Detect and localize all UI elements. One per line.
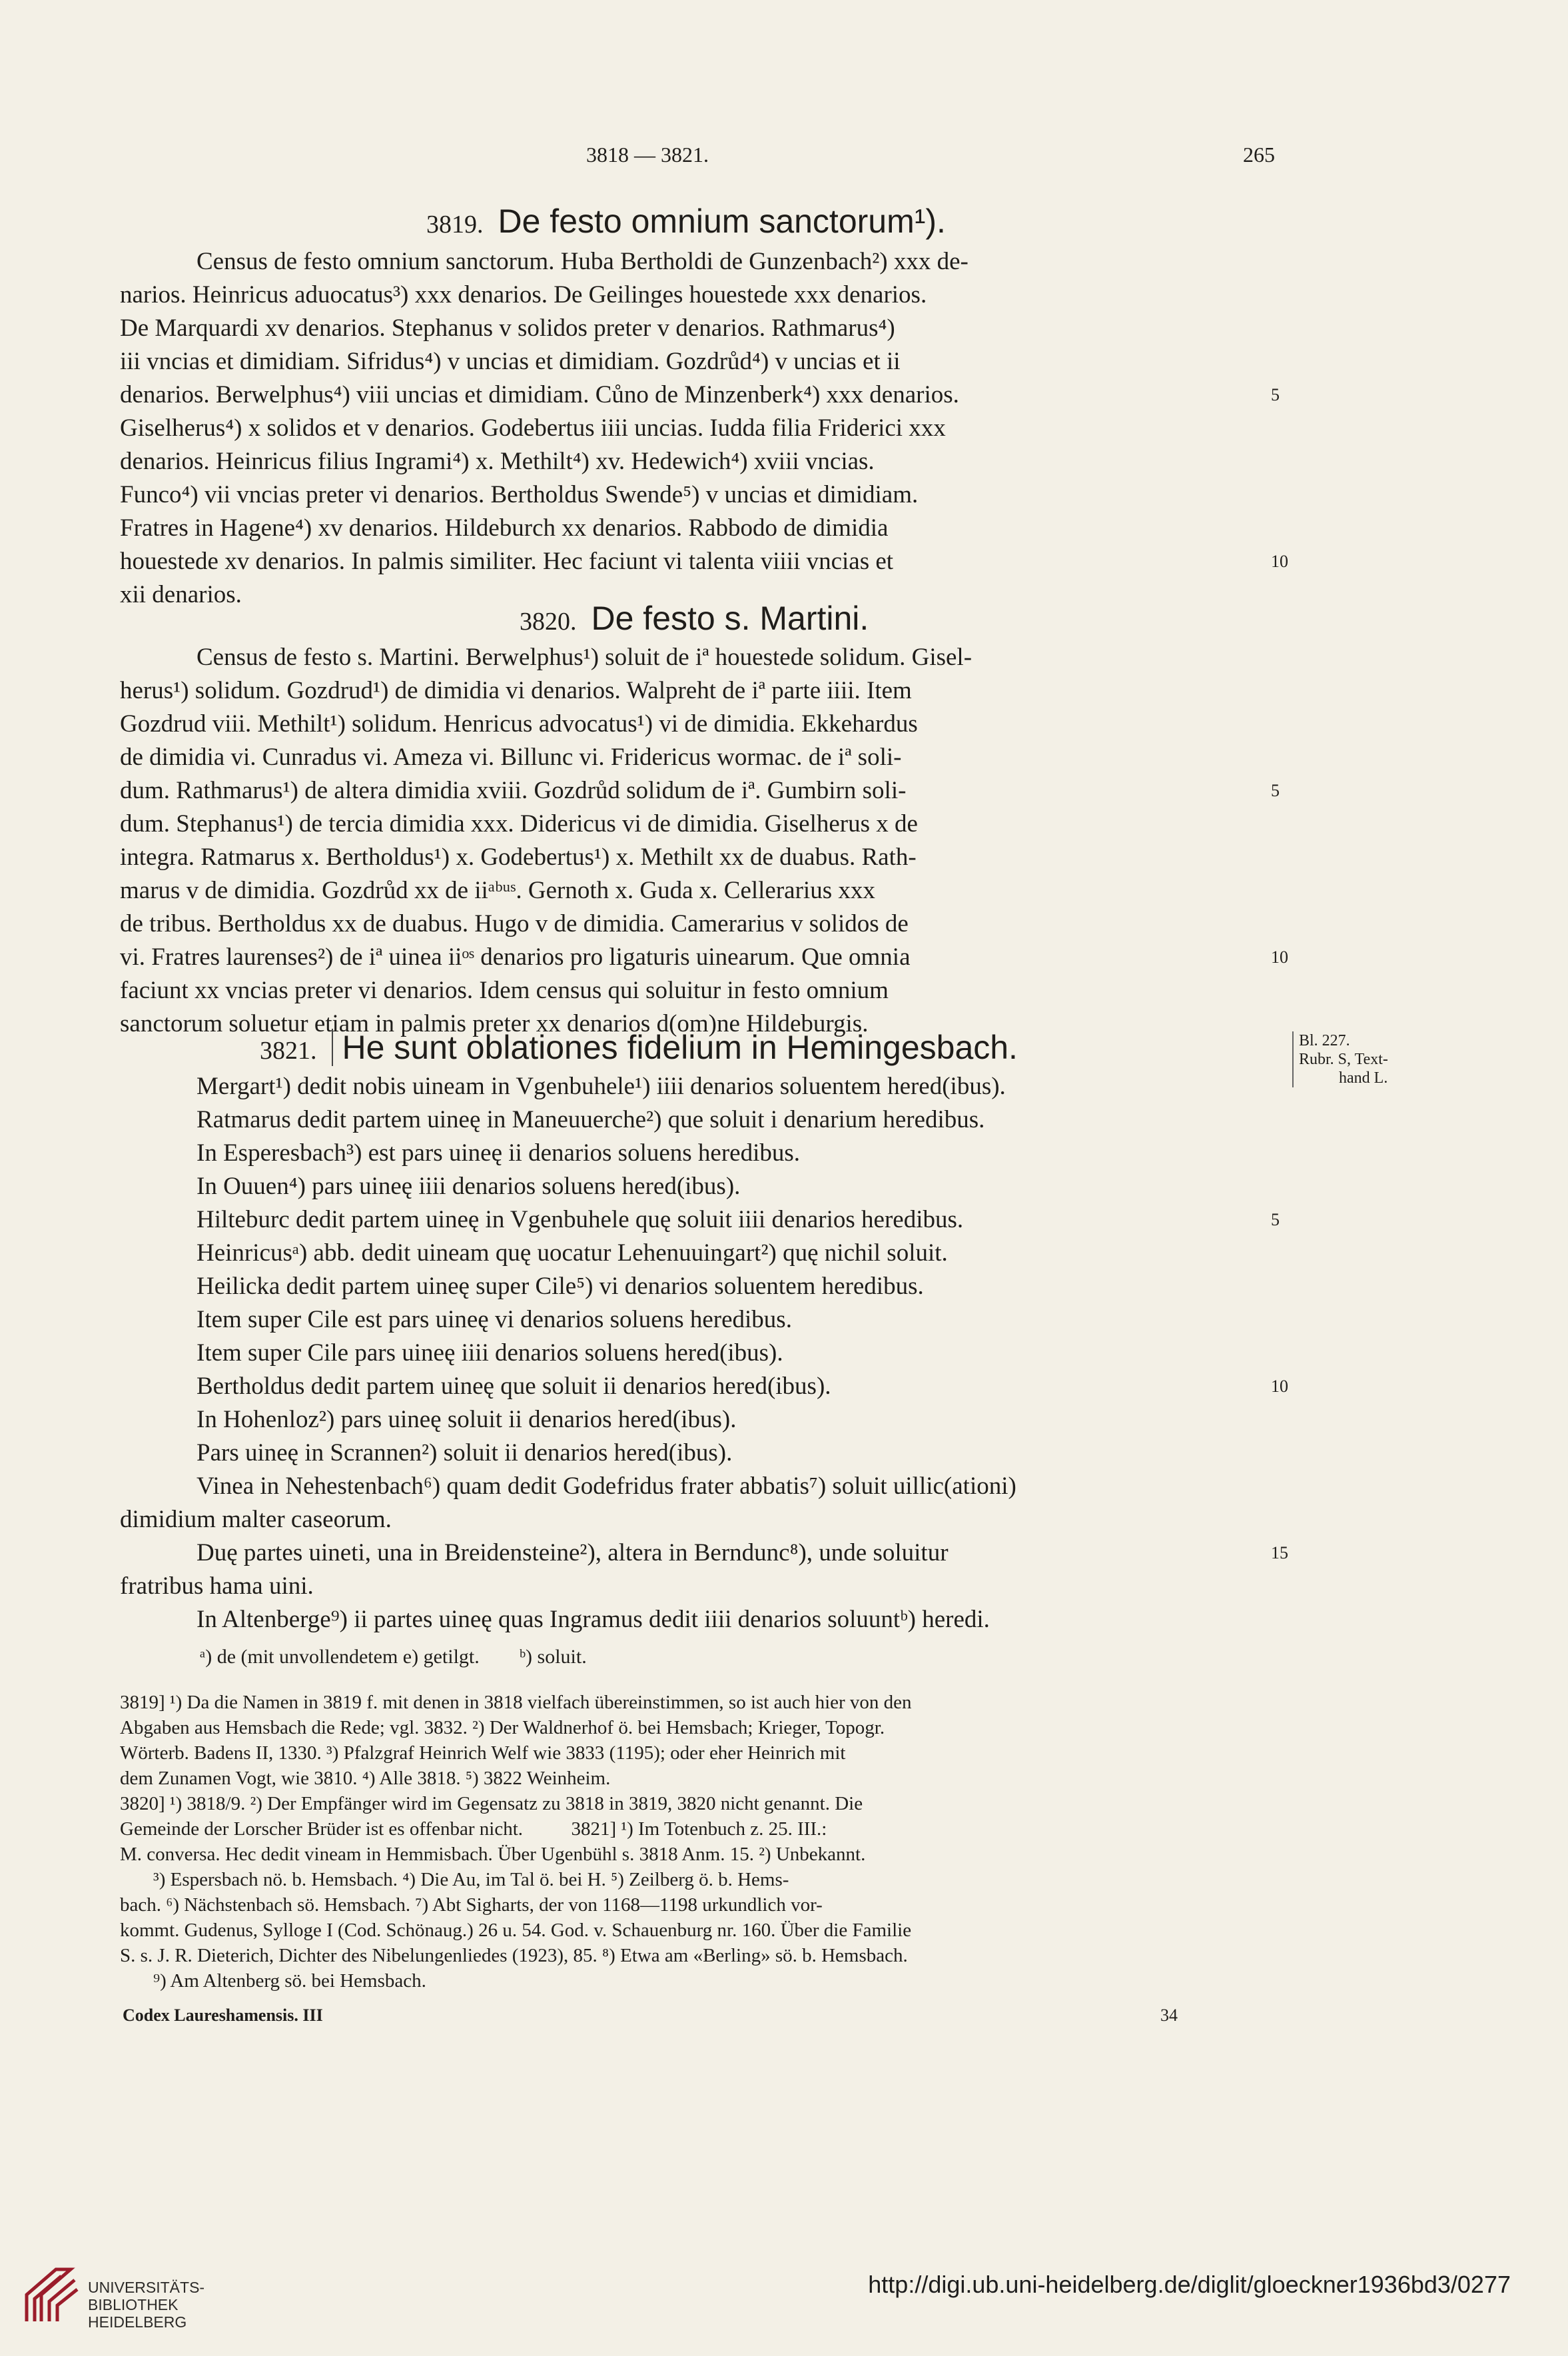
- line-number: 5: [1271, 385, 1280, 404]
- text-line: Bertholdus dedit partem uineę que soluit ii denarios hered(ibus).: [196, 1373, 831, 1400]
- footnote-line: dem Zunamen Vogt, wie 3810. ⁴) Alle 3818. ⁵) 3822 Weinheim.: [120, 1768, 611, 1789]
- text-line: Census de festo s. Martini. Berwelphus¹) soluit de iª houestede solidum. Gisel-: [196, 644, 973, 671]
- running-head-range: 3818 — 3821.: [586, 143, 709, 167]
- text-line: Mergart¹) dedit nobis uineam in Vgenbuhele¹) iiii denarios soluentem hered(ibus).: [196, 1073, 1006, 1100]
- text-line: Item super Cile pars uineę iiii denarios soluens hered(ibus).: [196, 1339, 783, 1367]
- text-line: In Hohenloz²) pars uineę soluit ii denarios hered(ibus).: [196, 1406, 737, 1433]
- footnote-line: S. s. J. R. Dieterich, Dichter des Nibelungenliedes (1923), 85. ⁸) Etwa am «Berling» sö. b. Hemsbach.: [120, 1945, 908, 1966]
- margin-note-line: Bl. 227.: [1299, 1032, 1350, 1049]
- heading-title: De festo s. Martini.: [591, 600, 869, 637]
- library-name-line: BIBLIOTHEK: [88, 2296, 179, 2313]
- footer-work-title: Codex Laureshamensis. III: [123, 2006, 323, 2025]
- text-line: marus v de dimidia. Gozdrůd xx de iiᵃᵇᵘˢ. Gernoth x. Guda x. Cellerarius xxx: [120, 877, 875, 904]
- footnote-line: Gemeinde der Lorscher Brüder ist es offenbar nicht. 3821] ¹) Im Totenbuch z. 25. III.:: [120, 1818, 827, 1840]
- heading-3820: [520, 597, 869, 643]
- line-number: 10: [1271, 552, 1288, 571]
- text-line: dum. Rathmarus¹) de altera dimidia xviii. Gozdrůd solidum de iª. Gumbirn soli-: [120, 777, 907, 804]
- text-line: xii denarios.: [120, 581, 242, 608]
- footnote-line: bach. ⁶) Nächstenbach sö. Hemsbach. ⁷) Abt Sigharts, der von 1168—1198 urkundlich vor-: [120, 1894, 823, 1916]
- text-line: In Ouuen⁴) pars uineę iiii denarios soluens hered(ibus).: [196, 1173, 741, 1200]
- library-name: [88, 2279, 204, 2331]
- text-line: Heinricusᵃ) abb. dedit uineam quę uocatur Lehenuuingart²) quę nichil soluit.: [196, 1239, 948, 1267]
- footer-signature: 34: [1160, 2006, 1178, 2025]
- text-line: Vinea in Nehestenbach⁶) quam dedit Godefridus frater abbatis⁷) soluit uillic(ationi): [196, 1472, 1016, 1500]
- text-line: iii vncias et dimidiam. Sifridus⁴) v uncias et dimidiam. Gozdrůd⁴) v uncias et ii: [120, 348, 901, 375]
- text-line: Census de festo omnium sanctorum. Huba Bertholdi de Gunzenbach²) xxx de-: [196, 248, 969, 275]
- library-name-line: UNIVERSITÄTS-: [88, 2279, 205, 2296]
- text-line: narios. Heinricus aduocatus³) xxx denarios. De Geilinges houestede xxx denarios.: [120, 281, 927, 308]
- text-line: Duę partes uineti, una in Breidensteine²), altera in Berndunc⁸), unde soluitur: [196, 1539, 949, 1566]
- heading-number: 3820.: [520, 608, 577, 636]
- heading-3819: [426, 200, 946, 246]
- text-line: Gozdrud viii. Methilt¹) solidum. Henricus advocatus¹) vi de dimidia. Ekkehardus: [120, 710, 918, 738]
- text-line: Giselherus⁴) x solidos et v denarios. Godebertus iiii uncias. Iudda filia Friderici xxx: [120, 414, 946, 442]
- text-line: dum. Stephanus¹) de tercia dimidia xxx. Didericus vi de dimidia. Giselherus x de: [120, 810, 918, 838]
- margin-note-line: Rubr. S, Text-: [1299, 1051, 1388, 1068]
- line-number: 5: [1271, 781, 1280, 800]
- margin-note: [1292, 1031, 1388, 1087]
- footnote-line: M. conversa. Hec dedit vineam in Hemmisbach. Über Ugenbühl s. 3818 Anm. 15. ²) Unbekannt.: [120, 1844, 866, 1865]
- line-number: 5: [1271, 1210, 1280, 1229]
- text-line: Fratres in Hagene⁴) xv denarios. Hildeburch xx denarios. Rabbodo de dimidia: [120, 514, 889, 542]
- heading-title: He sunt oblationes fidelium in Hemingesbach.: [332, 1029, 1018, 1066]
- text-line: vi. Fratres laurenses²) de iª uinea iiᵒˢ denarios pro ligaturis uinearum. Que omnia: [120, 943, 911, 971]
- text-line: Item super Cile est pars uineę vi denarios soluens heredibus.: [196, 1306, 792, 1333]
- footnote-line: ⁹) Am Altenberg sö. bei Hemsbach.: [153, 1970, 426, 1992]
- footnote-line: kommt. Gudenus, Sylloge I (Cod. Schönaug.) 26 u. 54. God. v. Schauenburg nr. 160. Über die Familie: [120, 1920, 912, 1941]
- footnote-line: ³) Espersbach nö. b. Hemsbach. ⁴) Die Au, im Tal ö. bei H. ⁵) Zeilberg ö. b. Hems-: [153, 1869, 789, 1890]
- text-line: de tribus. Bertholdus xx de duabus. Hugo v de dimidia. Camerarius v solidos de: [120, 910, 909, 937]
- text-line: Pars uineę in Scrannen²) soluit ii denarios hered(ibus).: [196, 1439, 733, 1467]
- apparatus-notes: ᵃ) de (mit unvollendetem e) getilgt. ᵇ) soluit.: [200, 1646, 587, 1668]
- text-line: denarios. Berwelphus⁴) viii uncias et dimidiam. Cůno de Minzenberk⁴) xxx denarios.: [120, 381, 959, 408]
- text-line: In Altenberge⁹) ii partes uineę quas Ingramus dedit iiii denarios soluuntᵇ) heredi.: [196, 1606, 990, 1633]
- text-line: Ratmarus dedit partem uineę in Maneuuerche²) que soluit i denarium heredibus.: [196, 1106, 985, 1133]
- text-line: Hilteburc dedit partem uineę in Vgenbuhele quę soluit iiii denarios heredibus.: [196, 1206, 964, 1233]
- footnote-line: 3819] ¹) Da die Namen in 3819 f. mit denen in 3818 vielfach übereinstimmen, so ist auch hier von den: [120, 1692, 912, 1713]
- footnote-line: Abgaben aus Hemsbach die Rede; vgl. 3832. ²) Der Waldnerhof ö. bei Hemsbach; Krieger, Topogr.: [120, 1717, 885, 1738]
- text-line: In Esperesbach³) est pars uineę ii denarios soluens heredibus.: [196, 1139, 801, 1167]
- footnote-line: Wörterb. Badens II, 1330. ³) Pfalzgraf Heinrich Welf wie 3833 (1195); oder eher Heinrich mit: [120, 1742, 846, 1764]
- heading-3821: [260, 1026, 1018, 1072]
- text-line: sanctorum soluetur etiam in palmis preter xx denarios d(om)ne Hildeburgis.: [120, 1010, 869, 1037]
- line-number: 10: [1271, 1377, 1288, 1396]
- heading-number: 3819.: [426, 211, 484, 239]
- footnote-line: 3820] ¹) 3818/9. ²) Der Empfänger wird im Gegensatz zu 3818 in 3819, 3820 nicht genannt. Die: [120, 1793, 863, 1814]
- library-logo: [15, 2263, 81, 2333]
- margin-note-line: hand L.: [1339, 1069, 1388, 1087]
- line-number: 15: [1271, 1543, 1288, 1562]
- text-line: houestede xv denarios. In palmis similiter. Hec faciunt vi talenta viiii vncias et: [120, 548, 894, 575]
- text-line: dimidium malter caseorum.: [120, 1506, 392, 1533]
- heading-number: 3821.: [260, 1037, 317, 1065]
- text-line: herus¹) solidum. Gozdrud¹) de dimidia vi denarios. Walpreht de iª parte iiii. Item: [120, 677, 912, 704]
- text-line: de dimidia vi. Cunradus vi. Ameza vi. Billunc vi. Fridericus wormac. de iª soli-: [120, 744, 902, 771]
- text-line: Funco⁴) vii vncias preter vi denarios. Bertholdus Swende⁵) v uncias et dimidiam.: [120, 481, 919, 508]
- text-line: fratribus hama uini.: [120, 1572, 314, 1600]
- heading-title: De festo omnium sanctorum¹).: [498, 203, 946, 240]
- text-line: faciunt xx vncias preter vi denarios. Idem census qui soluitur in festo omnium: [120, 977, 889, 1004]
- text-line: integra. Ratmarus x. Bertholdus¹) x. Godebertus¹) x. Methilt xx de duabus. Rath-: [120, 844, 917, 871]
- text-line: Heilicka dedit partem uineę super Cile⁵) vi denarios soluentem heredibus.: [196, 1273, 924, 1300]
- page-number: 265: [1243, 143, 1275, 167]
- text-line: De Marquardi xv denarios. Stephanus v solidos preter v denarios. Rathmarus⁴): [120, 314, 895, 342]
- line-number: 10: [1271, 947, 1288, 967]
- library-logo-icon: [15, 2263, 81, 2329]
- text-line: denarios. Heinricus filius Ingrami⁴) x. Methilt⁴) xv. Hedewich⁴) xviii vncias.: [120, 448, 875, 475]
- library-name-line: HEIDELBERG: [88, 2313, 187, 2331]
- source-url[interactable]: http://digi.ub.uni-heidelberg.de/diglit/gloeckner1936bd3/0277: [868, 2271, 1511, 2298]
